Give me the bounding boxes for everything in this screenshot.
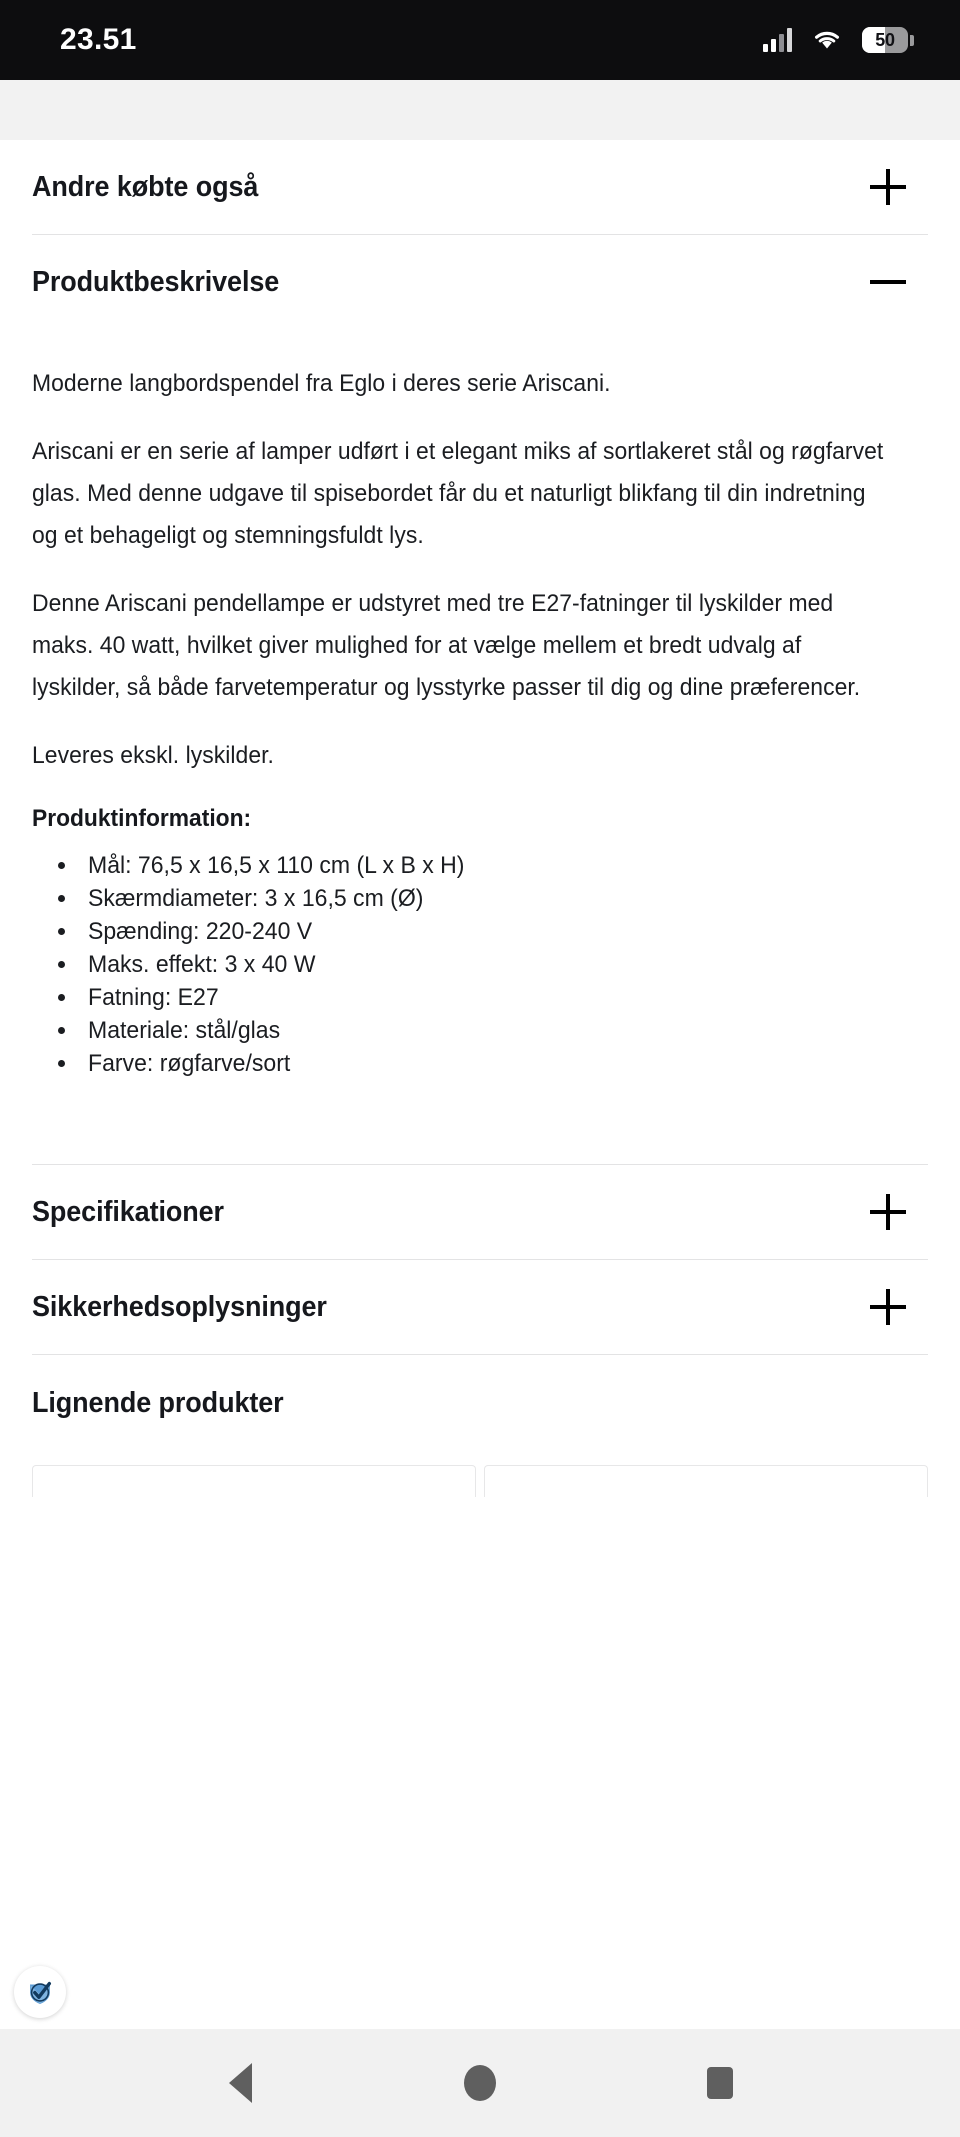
accordion-header-others-bought[interactable] [0, 140, 960, 234]
emaerket-trust-badge-icon[interactable] [14, 1966, 66, 2018]
accordion-header-specifications[interactable] [0, 1165, 960, 1259]
plus-icon[interactable] [866, 1285, 910, 1329]
accordion-title-others-bought: Andre købte også [32, 170, 259, 203]
product-card[interactable] [484, 1465, 928, 1497]
accordion-title-safety-information: Sikkerhedsoplysninger [32, 1290, 327, 1323]
battery-level-label: 50 [875, 30, 895, 50]
list-item [32, 1047, 928, 1080]
spec-text: Materiale: stål/glas [88, 1017, 281, 1044]
section-spacer [0, 1080, 960, 1164]
list-item [32, 915, 928, 948]
section-specifications [0, 1165, 960, 1260]
spec-text: Maks. effekt: 3 x 40 W [88, 951, 316, 978]
section-others-bought [0, 140, 960, 235]
spec-text: Skærmdiameter: 3 x 16,5 cm (Ø) [88, 885, 424, 912]
section-product-description [0, 235, 960, 1165]
spec-text: Fatning: E27 [88, 984, 219, 1011]
description-paragraph: Ariscani er en serie af lamper udført i et elegant miks af sortlakeret stål og røgfarvet glas. Med denne udgave til spisebordet får du et naturligt blikfang til din indretning og et behageligt og stemningsfuldt lys. [32, 438, 884, 549]
spec-text: Spænding: 220-240 V [88, 918, 313, 945]
similar-products-header [0, 1355, 960, 1451]
product-information-heading: Produktinformation: [32, 805, 252, 832]
product-information-list [32, 849, 928, 1080]
description-paragraph: Denne Ariscani pendellampe er udstyret med tre E27-fatninger til lyskilder med maks. 40 watt, hvilket giver mulighed for at vælge mellem et bredt udvalg af lyskilder, så både farvetemperatur og lysstyrke passer til dig og dine præferencer. [32, 590, 861, 701]
minus-icon[interactable] [866, 260, 910, 304]
status-bar-icons [763, 27, 914, 53]
battery-icon [862, 27, 914, 53]
accordion-header-product-description[interactable] [0, 235, 960, 329]
signal-icon [763, 28, 792, 52]
accordion-title-product-description: Produktbeskrivelse [32, 265, 280, 298]
product-description-body [0, 363, 960, 1080]
accordion-header-safety-information[interactable] [0, 1260, 960, 1354]
product-card[interactable] [32, 1465, 476, 1497]
list-item [32, 981, 928, 1014]
section-safety-information [0, 1260, 960, 1355]
list-item [32, 882, 928, 915]
description-paragraph: Moderne langbordspendel fra Eglo i deres serie Ariscani. [32, 370, 611, 397]
recent-apps-button[interactable] [690, 2053, 750, 2113]
page-content [0, 140, 960, 1497]
accordion-title-specifications: Specifikationer [32, 1195, 224, 1228]
similar-products-carousel[interactable] [0, 1465, 960, 1497]
similar-products-title: Lignende produkter [32, 1386, 284, 1419]
status-bar-clock: 23.51 [60, 23, 137, 56]
back-button[interactable] [210, 2053, 270, 2113]
plus-icon[interactable] [866, 1190, 910, 1234]
home-button[interactable] [450, 2053, 510, 2113]
description-paragraph: Leveres ekskl. lyskilder. [32, 742, 274, 769]
page-top-spacer [0, 80, 960, 140]
section-similar-products [0, 1355, 960, 1497]
list-item [32, 849, 928, 882]
spec-text: Farve: røgfarve/sort [88, 1050, 291, 1077]
plus-icon[interactable] [866, 165, 910, 209]
list-item [32, 948, 928, 981]
android-navigation-bar [0, 2029, 960, 2137]
wifi-icon [812, 28, 842, 52]
spec-text: Mål: 76,5 x 16,5 x 110 cm (L x B x H) [88, 852, 465, 879]
status-bar [0, 0, 960, 80]
list-item [32, 1014, 928, 1047]
